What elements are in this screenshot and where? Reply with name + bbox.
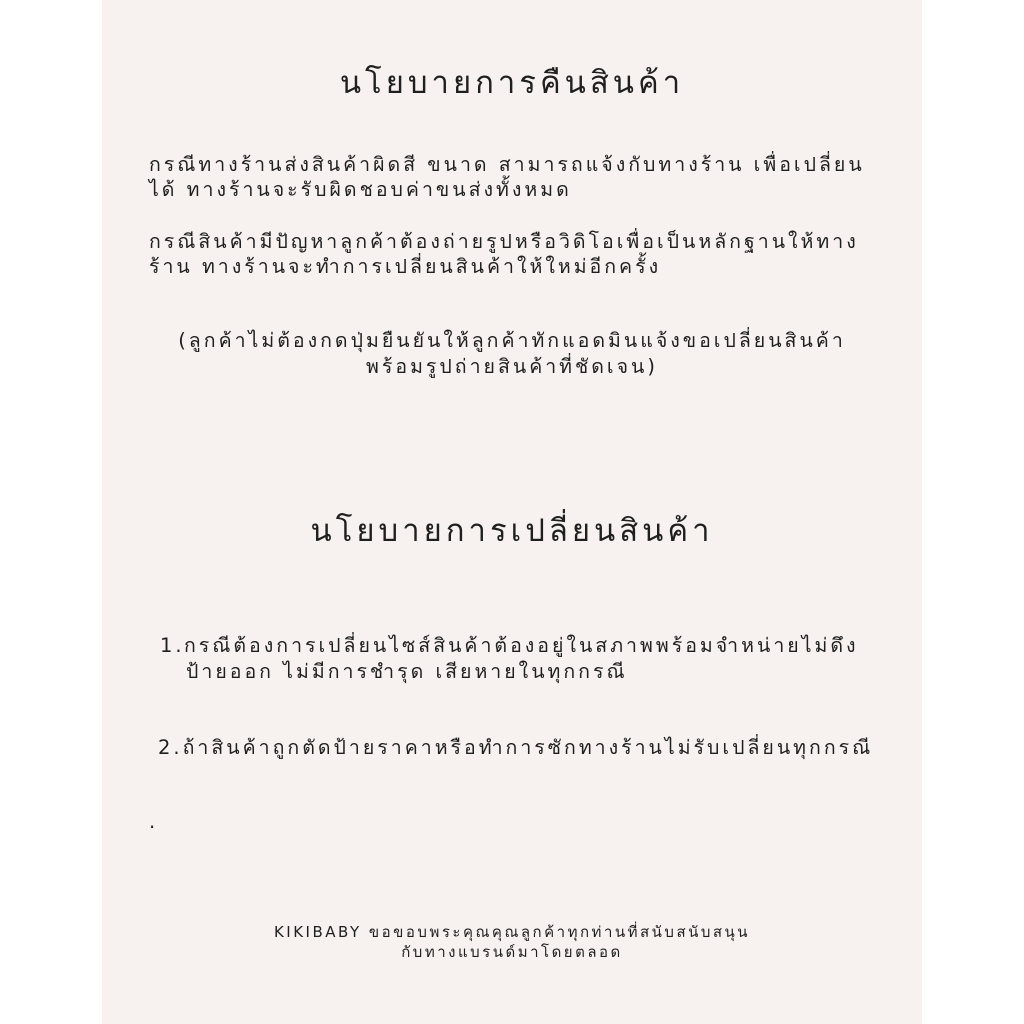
- return-policy-note-line-2: พร้อมรูปถ่ายสินค้าที่ชัดเจน): [366, 355, 658, 378]
- return-policy-paragraph-2-line-1: กรณีสินค้ามีปัญหาลูกค้าต้องถ่ายรูปหรือวิดิโอเพื่อเป็นหลักฐานให้ทาง: [149, 230, 859, 253]
- return-policy-title: นโยบายการคืนสินค้า: [339, 65, 685, 101]
- return-policy-paragraph-1-line-2: ได้ ทางร้านจะรับผิดชอบค่าขนส่งทั้งหมด: [149, 178, 572, 201]
- exchange-policy-item-1-line-2: ป้ายออก ไม่มีการชำรุด เสียหายในทุกกรณี: [186, 660, 628, 683]
- return-policy-paragraph-2-line-2: ร้าน ทางร้านจะทำการเปลี่ยนสินค้าให้ใหม่อีกครั้ง: [149, 255, 662, 278]
- return-policy-paragraph-1-line-1: กรณีทางร้านส่งสินค้าผิดสี ขนาด สามารถแจ้งกับทางร้าน เพื่อเปลี่ยน: [149, 153, 865, 176]
- exchange-policy-item-1-number: 1.: [160, 634, 185, 657]
- footer-line-2: กับทางแบรนด์มาโดยตลอด: [401, 943, 623, 961]
- stray-dot: .: [149, 810, 156, 833]
- policy-page: [102, 0, 922, 1024]
- exchange-policy-item-1: [160, 633, 880, 685]
- exchange-policy-title: นโยบายการเปลี่ยนสินค้า: [310, 513, 714, 549]
- footer-thanks: [102, 922, 922, 962]
- footer-line-1: KIKIBABY ขอขอบพระคุณคุณลูกค้าทุกท่านที่สนับสนับสนุน: [273, 923, 751, 941]
- return-policy-note-line-1: (ลูกค้าไม่ต้องกดปุ่มยืนยันให้ลูกค้าทักแอดมินแจ้งขอเปลี่ยนสินค้า: [178, 329, 846, 352]
- exchange-policy-item-1-line-1: กรณีต้องการเปลี่ยนไซส์สินค้าต้องอยู่ในสภาพพร้อมจำหน่ายไม่ดึง: [184, 634, 859, 657]
- return-policy-paragraph-2: [149, 229, 889, 279]
- return-policy-paragraph-1: [149, 152, 889, 202]
- return-policy-note: [142, 328, 882, 380]
- exchange-policy-item-2: 2.ถ้าสินค้าถูกตัดป้ายราคาหรือทำการซักทางร้านไม่รับเปลี่ยนทุกกรณี: [158, 736, 874, 759]
